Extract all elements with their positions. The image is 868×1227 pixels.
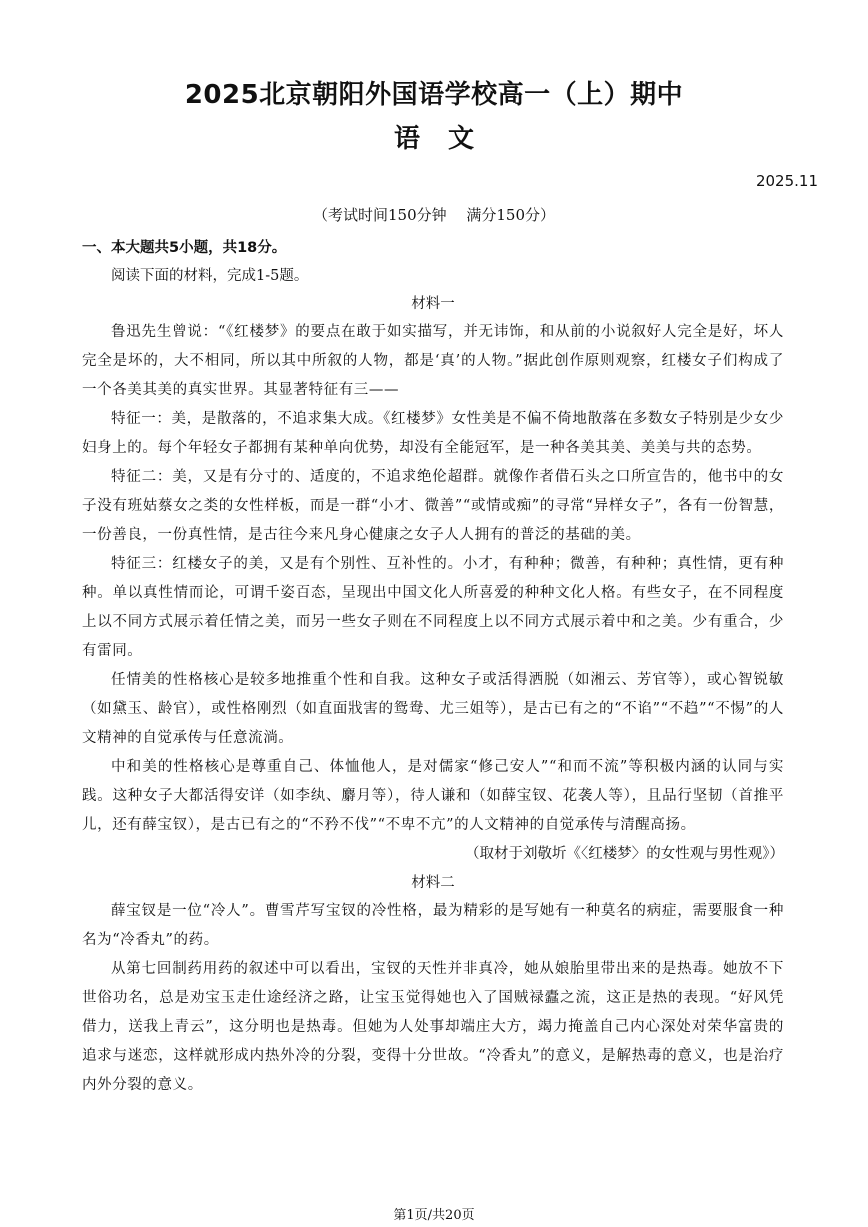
exam-title: 2025北京朝阳外国语学校高一（上）期中 [184,80,684,110]
exam-duration-info: （考试时间150分钟 满分150分） [312,206,556,224]
material-two-title: 材料二 [411,875,455,891]
material-one-paragraph: 任情美的性格核心是较多地推重个性和自我。这种女子或活得洒脱（如湘云、芳官等），或心智锐敏（如黛玉、龄官），或性格刚烈（如直面戕害的鸳鸯、尤三姐等），是古已有之的“不谄”“不趋”“不惕”的人文精神的自觉承传与任意流淌。 [82,672,784,746]
material-one-paragraph: 鲁迅先生曾说：“《红楼梦》的要点在敢于如实描写，并无讳饰，和从前的小说叙好人完全是好，坏人完全是坏的，大不相同，所以其中所叙的人物，都是‘真’的人物。”据此创作原则观察，红楼女子们构成了一个各美其美的真实世界。其显著特征有三—— [82,324,784,398]
material-two-paragraph: 薛宝钗是一位“冷人”。曹雪芹写宝钗的冷性格，最为精彩的是写她有一种莫名的病症，需要服食一种名为“冷香丸”的药。 [82,903,784,948]
subject-title: 语文 [393,124,502,154]
section-instruction: 阅读下面的材料，完成1-5题。 [111,268,309,284]
material-one-paragraph: 特征三：红楼女子的美，又是有个别性、互补性的。小才，有种种；微善，有种种；真性情，更有种种。单以真性情而论，可谓千姿百态，呈现出中国文化人所喜爱的种种文化人格。有些女子，在不同程度上以不同方式展示着任情之美，而另一些女子则在不同程度上以不同方式展示着中和之美。少有重合，少有雷同。 [82,556,784,659]
material-one-paragraph: 特征二：美，又是有分寸的、适度的，不追求绝伦超群。就像作者借石头之口所宣告的，他书中的女子没有班姑蔡女之类的女性样板，而是一群“小才、微善”“或情或痴”的寻常“异样女子”，各有一份智慧，一份善良，一份真性情，是古往今来凡身心健康之女子人人拥有的普泛的基础的美。 [82,469,784,543]
material-one-paragraph: 中和美的性格核心是尊重自己、体恤他人，是对儒家“修己安人”“和而不流”等积极内涵的认同与实践。这种女子大都活得安详（如李纨、麝月等），待人谦和（如薛宝钗、花袭人等），且品行坚韧（首推平儿，还有薛宝钗），是古已有之的“不矜不伐”“不卑不亢”的人文精神的自觉承传与清醒高扬。 [82,759,784,833]
section-heading: 一、本大题共5小题，共18分。 [82,240,287,256]
exam-content [82,234,784,1100]
material-two-paragraph: 从第七回制药用药的叙述中可以看出，宝钗的天性并非真冷，她从娘胎里带出来的是热毒。她放不下世俗功名，总是劝宝玉走仕途经济之路，让宝玉觉得她也入了国贼禄蠹之流，这正是热的表现。“好风凭借力，送我上青云”，这分明也是热毒。但她为人处事却端庄大方，竭力掩盖自己内心深处对荣华富贵的追求与迷恋，这样就形成内热外冷的分裂，变得十分世故。“冷香丸”的意义，是解热毒的意义，也是治疗内外分裂的意义。 [82,961,784,1093]
exam-date: 2025.11 [755,172,818,190]
material-one-source: （取材于刘敬圻《〈红楼梦〉的女性观与男性观》） [465,846,784,862]
material-one-title: 材料一 [411,296,455,312]
page-number: 第1页/共20页 [393,1208,475,1223]
material-one-paragraph: 特征一：美，是散落的，不追求集大成。《红楼梦》女性美是不偏不倚地散落在多数女子特别是少女少妇身上的。每个年轻女子都拥有某种单向优势，却没有全能冠军，是一种各美其美、美美与共的态势。 [82,411,784,456]
